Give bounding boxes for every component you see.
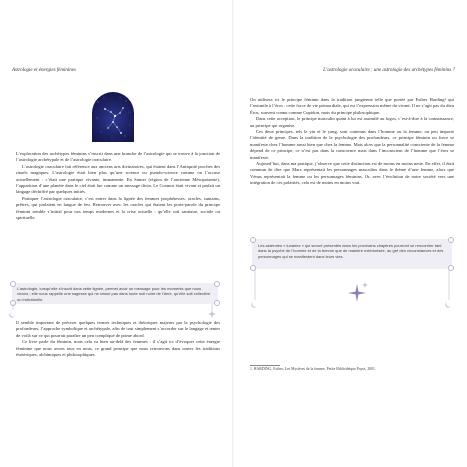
left-page (0, 0, 233, 467)
quote-box (252, 239, 452, 269)
hanging-moon-icon (444, 269, 454, 309)
left-body-text (16, 151, 220, 221)
small-star-icon (362, 282, 368, 288)
footnote: 1. HARDING, Esther, Les Mystères de la femme, Petite Bibliothèque Payot, 2001. (250, 367, 376, 371)
corner-ornament-icon (448, 237, 454, 243)
paragraph: L’exploration des archétypes féminins s’inscrit dans une branche de l’astrologie qui se trouve à la jonction de l’astrologie archétypale et de l’astrologie oraculaire. (16, 151, 220, 163)
paragraph: On utilisera ici le principe féminin dans la tradition jungienne telle que portée par Esther Harding¹ qui l’assimile à l’éros : cette force de vie primordiale, qui est l’expression même du vivant. Il ne s’agit pas du dieu Éros, souvent connu comme Cupidon, mais du principe philosophique. (250, 97, 454, 115)
paragraph: Ces deux principes, tels le yin et le yang, sont contenus dans l’homme ou la femme, ou peu importe l’identité de genre. Dans la tradition de la psychologie des profondeurs, ce principe féminin ou force se manifeste chez l’homme aussi bien que chez la femme. Mais alors que la personnalité consciente de la femme dépend de ce principe, ce n’est pas dans la conscience mais dans l’inconscient de l’homme que l’éros se manifeste. (250, 129, 454, 160)
hanging-moon-icon (8, 304, 18, 318)
paragraph: Pratiquer l’astrologie oraculaire, c’est entrer dans la lignée des femmes prophétesses, oracles, sumains, prêtres, qui parlaient en langue de feu. Retrouver avec les oracles qui étaient les porte-parole du principe féminin semble s’initial pour nos temps modernes et la crise actuelle : qu’elle soit sanitaire, sociale ou spirituelle. (16, 195, 220, 221)
quote-text: Les astérotes « lunaires » qui seront présentés dans les prochains chapitres pourront se rencontrer tant dans la psyché de l’homme et de la femme que de manière extériorisée, au gré des circonstances et des personnages qui se manifestent dans leurs vies. (258, 243, 444, 259)
paragraph: Il semble important de préciser quelques termes techniques et théoriques majeurs par la psychologie des profondeurs, l’approche symbolique et archétypale, afin de tout simplement s’accorder sur le langage et tenter de voilà sur ce qui pourrait paraître un peu compliqué de prime abord. (16, 320, 220, 338)
left-running-head: Astrologie et énergies féminines (12, 68, 76, 73)
paragraph: Ce livre parle du féminin, mais cela va bien au-delà des femmes : il s’agit ici d’évoquer cette énergie féminine que nous avons tous en nous, ce grand principe que nous retrouvons dans toutes les traditions ésotériques, alchimiques et philosophiques. (16, 339, 220, 358)
corner-ornament-icon (214, 281, 220, 287)
corner-ornament-icon (10, 281, 16, 287)
left-body-text-continued (16, 320, 220, 358)
right-page (234, 0, 467, 467)
quote-text: L’astrologie, lorsqu’elle s’inscrit dans cette lignée, permet avoir un message pour les moments que nous vivons ; elle nous rappelle une sagesse qui ne cesse pas dans toute nuit noire de l’âme, qu’elle soit collective ou individuelle. (17, 286, 211, 302)
hanging-star-icon (207, 304, 217, 318)
paragraph: L’astrologie oraculaire fait référence aux anciens arts divinatoires, qui étaient dans l’Antiquité proches des rituels magiques. L’astrologie était bien plus qu’une science ou pseudo-science comme on l’accuse actuellement : c’était une pratique vivante, immanente. En Sumer (région de l’ancienne Mésopotamie), l’apparition d’une planète dans le ciel était lue comme un message divin. Le Cosmos était vivant et parlait un langage déchiffré par quelques initiés. (16, 163, 220, 195)
paragraph: Dans cette acception, le principe masculin quant à lui est assimilé au logos, c’est-à-dire à la connaissance, au principe qui organise. (250, 116, 454, 128)
right-running-head: L’astrologie oraculaire : une astrologie des archétypes féminins ? (323, 68, 455, 73)
constellation-illustration (92, 92, 134, 142)
hanging-moon-icon (250, 269, 260, 309)
constellation-icon (92, 92, 134, 142)
paragraph: Aujourd’hui, dans ma pratique, j’observe que cette distinction est de moins en moins nette. En effet, il était commun de dire que Mars représentait les personnages masculins dans le thème d’une femme, alors que Vénus représentait la femme ou les personnages féminins. Or, avec l’évolution de notre société vers une intégration de ces polarités, cela est de moins en moins vrai. (250, 161, 454, 186)
footnote-rule (250, 365, 280, 366)
quote-box (12, 283, 218, 304)
corner-ornament-icon (250, 237, 256, 243)
right-body-text (250, 97, 454, 187)
